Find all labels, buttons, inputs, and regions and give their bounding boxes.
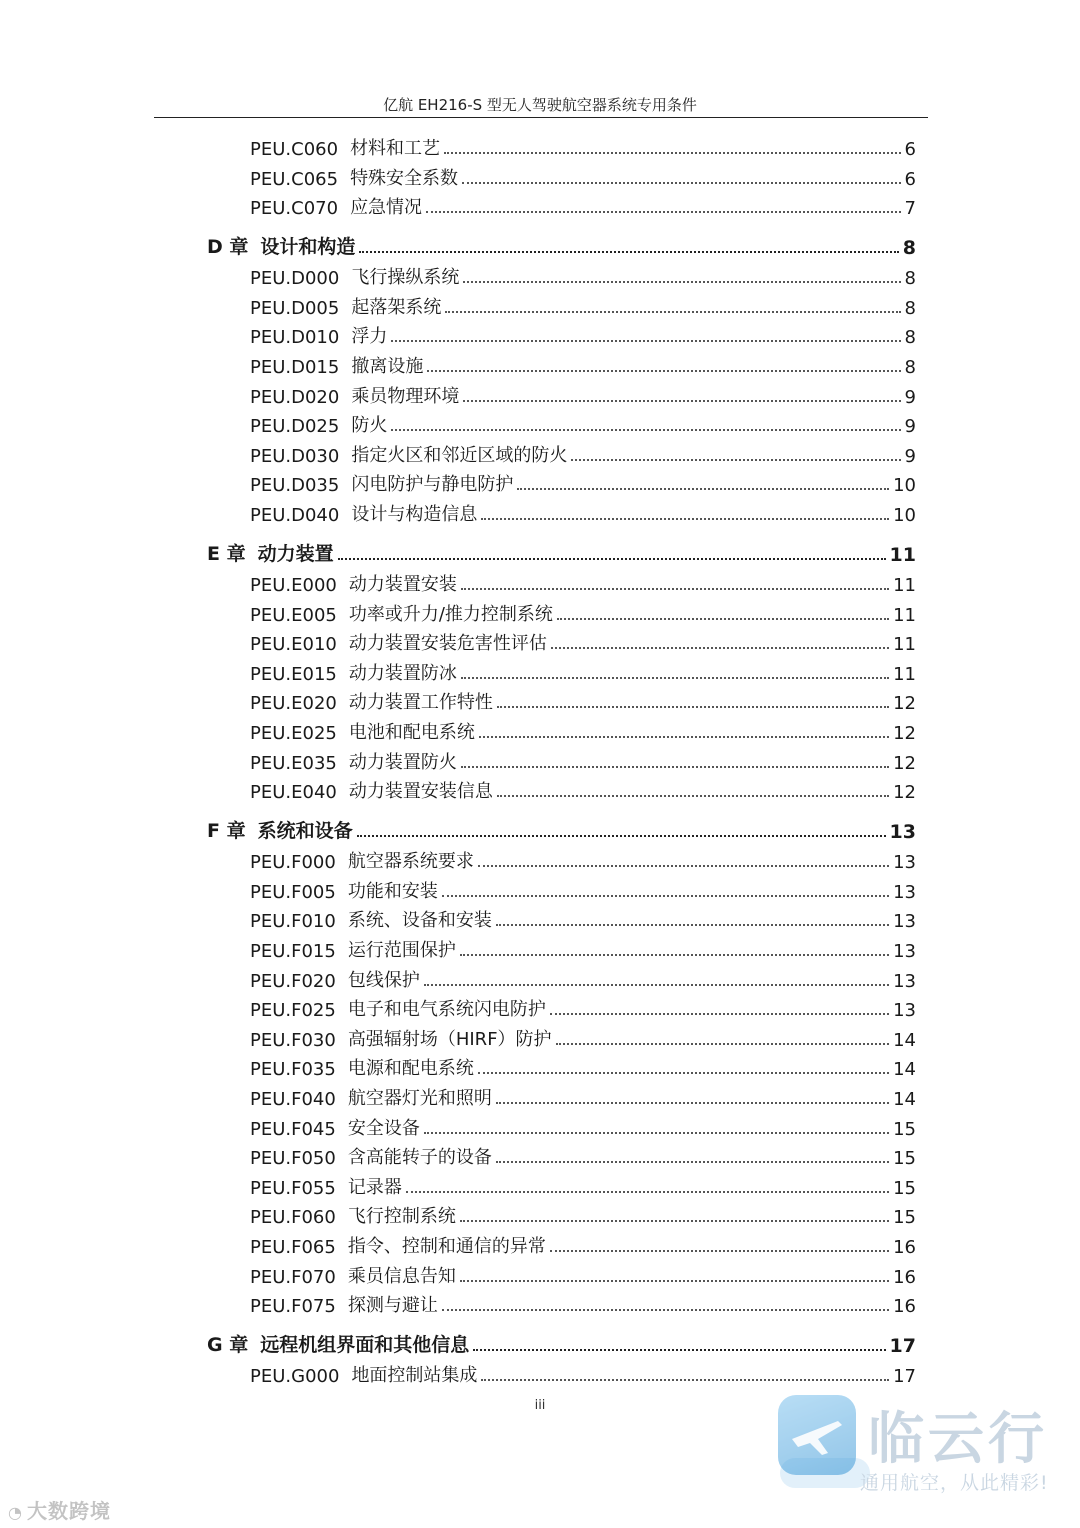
toc-entry-title: 含高能转子的设备	[347, 1147, 492, 1169]
toc-entry-page: 11	[889, 544, 916, 566]
toc-section-row[interactable]	[250, 1228, 916, 1258]
toc-entry-page: 11	[893, 604, 916, 626]
toc-dot-leader	[496, 1161, 889, 1163]
toc-entry-title: 动力装置	[257, 543, 334, 565]
toc-entry-code: PEU.C060	[250, 139, 339, 160]
toc-dot-leader	[357, 835, 886, 837]
toc-section-row[interactable]	[250, 1169, 916, 1199]
toc-entry-page: 9	[904, 386, 916, 408]
toc-entry-page: 8	[904, 327, 916, 349]
toc-entry-title: 动力装置防冰	[348, 662, 457, 684]
toc-dot-leader	[478, 865, 889, 867]
toc-section-row[interactable]	[250, 437, 916, 467]
toc-entry-code: PEU.D005	[250, 297, 340, 319]
toc-entry-page: 16	[893, 1237, 916, 1258]
toc-section-row[interactable]	[250, 378, 916, 408]
toc-section-row[interactable]	[250, 843, 916, 873]
toc-section-row[interactable]	[250, 773, 916, 803]
toc-section-row[interactable]	[250, 714, 916, 744]
toc-entry-title: 浮力	[351, 326, 388, 348]
toc-entry-code: D 章	[207, 236, 249, 259]
toc-chapter-row[interactable]	[207, 1327, 916, 1357]
toc-entry-code: PEU.E015	[250, 663, 337, 685]
toc-entry-code: PEU.F070	[250, 1266, 336, 1288]
toc-dot-leader	[427, 370, 900, 372]
toc-entry-title: 起落架系统	[351, 296, 442, 318]
toc-section-row[interactable]	[250, 902, 916, 932]
toc-dot-leader	[460, 1220, 889, 1222]
toc-dot-leader	[479, 736, 889, 738]
toc-entry-page: 6	[904, 168, 916, 190]
toc-entry-code: PEU.E035	[250, 752, 337, 774]
toc-entry-page: 12	[893, 723, 916, 744]
toc-entry-title: 设计和构造	[260, 236, 356, 259]
toc-entry-title: 动力装置安装信息	[348, 781, 493, 803]
toc-entry-page: 11	[893, 663, 916, 685]
toc-entry-title: 动力装置工作特性	[348, 692, 493, 714]
toc-entry-title: 运行范围保护	[347, 940, 456, 961]
toc-entry-code: PEU.G000	[250, 1366, 340, 1388]
toc-dot-leader	[481, 518, 889, 520]
toc-entry-page: 8	[904, 268, 916, 290]
toc-entry-page: 11	[893, 634, 916, 656]
toc-dot-leader	[517, 488, 889, 490]
toc-entry-page: 16	[893, 1266, 916, 1288]
toc-dot-leader	[424, 1132, 889, 1134]
toc-entry-code: PEU.C070	[250, 198, 339, 220]
toc-entry-title: 功率或升力/推力控制系统	[348, 603, 553, 625]
toc-entry-title: 设计与构造信息	[351, 504, 478, 525]
toc-entry-title: 乘员物理环境	[351, 385, 460, 407]
toc-dot-leader	[481, 1379, 889, 1381]
toc-dot-leader	[391, 340, 900, 342]
toc-section-row[interactable]	[250, 1139, 916, 1169]
toc-entry-page: 8	[904, 357, 916, 378]
toc-dot-leader	[338, 558, 886, 560]
watermark-source	[8, 1495, 111, 1524]
toc-dot-leader	[406, 1191, 889, 1193]
toc-entry-title: 功能和安装	[347, 880, 438, 902]
toc-dot-leader	[463, 281, 900, 283]
running-header: 亿航 EH216-S 型无人驾驶航空器系统专用条件	[383, 96, 697, 114]
toc-section-row[interactable]	[250, 625, 916, 655]
toc-section-row[interactable]	[250, 348, 916, 378]
toc-dot-leader	[445, 311, 900, 313]
toc-section-row[interactable]	[250, 1258, 916, 1288]
toc-dot-leader	[391, 429, 900, 431]
toc-section-row[interactable]	[250, 596, 916, 626]
toc-dot-leader	[497, 706, 889, 708]
toc-entry-code: PEU.D010	[250, 327, 340, 349]
toc-entry-page: 17	[893, 1366, 916, 1388]
toc-dot-leader	[571, 459, 900, 461]
toc-dot-leader	[550, 1250, 889, 1252]
toc-entry-title: 记录器	[347, 1176, 402, 1198]
toc-section-row[interactable]	[250, 1287, 916, 1317]
toc-section-row[interactable]	[250, 991, 916, 1021]
toc-section-row[interactable]	[250, 1080, 916, 1110]
toc-entry-title: 指令、控制和通信的异常	[347, 1236, 546, 1257]
toc-entry-page: 11	[893, 575, 916, 596]
toc-section-row[interactable]	[250, 407, 916, 437]
toc-dot-leader	[473, 1349, 885, 1351]
watermark-brand-title: 临云行	[868, 1407, 1048, 1472]
toc-entry-page: 6	[904, 139, 916, 160]
toc-section-row[interactable]	[250, 1198, 916, 1228]
toc-dot-leader	[426, 211, 900, 213]
toc-dot-leader	[460, 1280, 889, 1282]
toc-entry-page: 12	[893, 782, 916, 804]
toc-dot-leader	[478, 1072, 889, 1074]
toc-dot-leader	[556, 1043, 890, 1045]
toc-entry-page: 7	[904, 198, 916, 220]
toc-section-row[interactable]	[250, 684, 916, 714]
toc-entry-code: PEU.F010	[250, 911, 336, 933]
toc-entry-code: PEU.F025	[250, 1000, 336, 1022]
toc-section-row[interactable]	[250, 130, 916, 160]
toc-entry-code: E 章	[207, 543, 246, 565]
toc-entry-page: 12	[893, 752, 916, 774]
toc-section-row[interactable]	[250, 466, 916, 496]
toc-entry-code: PEU.C065	[250, 168, 339, 190]
toc-entry-page: 13	[893, 1000, 916, 1022]
toc-section-row[interactable]	[250, 189, 916, 219]
toc-dot-leader	[497, 795, 889, 797]
toc-entry-code: PEU.F020	[250, 970, 336, 992]
toc-entry-title: 动力装置安装危害性评估	[348, 633, 547, 655]
weibo-icon: ◔	[8, 1503, 23, 1522]
toc-entry-code: G 章	[207, 1334, 249, 1357]
toc-chapter-row[interactable]	[207, 536, 916, 566]
toc-entry-page: 14	[893, 1059, 916, 1081]
toc-entry-code: PEU.E040	[250, 782, 337, 804]
toc-entry-title: 指定火区和邻近区域的防火	[351, 444, 568, 466]
toc-chapter-row[interactable]	[207, 229, 916, 259]
toc-entry-page: 9	[904, 416, 916, 438]
toc-entry-code: PEU.E020	[250, 693, 337, 715]
airplane-logo-icon	[778, 1395, 856, 1475]
toc-dot-leader	[496, 924, 889, 926]
watermark-source-text: 大数跨境	[26, 1499, 111, 1523]
toc-entry-code: PEU.F075	[250, 1296, 336, 1318]
toc-entry-page: 17	[889, 1335, 916, 1358]
toc-entry-title: 特殊安全系数	[350, 167, 459, 189]
toc-section-row[interactable]	[250, 160, 916, 190]
toc-entry-code: PEU.D035	[250, 475, 340, 497]
toc-section-row[interactable]	[250, 1021, 916, 1051]
toc-entry-code: PEU.F060	[250, 1207, 336, 1229]
toc-entry-title: 远程机组界面和其他信息	[260, 1334, 470, 1357]
toc-entry-code: PEU.D030	[250, 445, 340, 467]
toc-entry-title: 乘员信息告知	[347, 1265, 456, 1287]
toc-entry-page: 8	[902, 237, 916, 260]
toc-entry-title: 系统、设备和安装	[347, 910, 492, 932]
toc-section-row[interactable]	[250, 259, 916, 289]
toc-entry-code: PEU.F065	[250, 1237, 336, 1258]
toc-entry-page: 8	[904, 297, 916, 319]
toc-entry-code: PEU.D040	[250, 505, 340, 526]
toc-section-row[interactable]	[250, 289, 916, 319]
toc-entry-page: 13	[893, 881, 916, 903]
toc-dot-leader	[496, 1102, 889, 1104]
toc-entry-code: PEU.D000	[250, 268, 340, 290]
toc-entry-page: 15	[893, 1177, 916, 1199]
toc-entry-page: 13	[893, 941, 916, 962]
toc-entry-code: PEU.D020	[250, 386, 340, 408]
toc-entry-title: 探测与避让	[347, 1295, 438, 1317]
toc-entry-code: PEU.E025	[250, 723, 337, 744]
toc-entry-title: 应急情况	[350, 197, 423, 219]
toc-entry-page: 15	[893, 1207, 916, 1229]
toc-dot-leader	[442, 895, 889, 897]
toc-entry-title: 包线保护	[347, 969, 420, 991]
header-rule	[154, 117, 928, 118]
toc-entry-title: 电池和配电系统	[348, 722, 475, 743]
toc-entry-code: PEU.E010	[250, 634, 337, 656]
toc-entry-title: 飞行控制系统	[347, 1206, 456, 1228]
toc-entry-title: 高强辐射场（HIRF）防护	[347, 1028, 552, 1050]
toc-entry-code: PEU.F000	[250, 852, 336, 874]
toc-entry-code: PEU.F005	[250, 881, 336, 903]
toc-entry-code: PEU.F035	[250, 1059, 336, 1081]
toc-entry-page: 12	[893, 693, 916, 715]
toc-entry-page: 14	[893, 1029, 916, 1051]
toc-dot-leader	[460, 954, 889, 956]
toc-entry-page: 10	[893, 475, 916, 497]
toc-entry-title: 航空器灯光和照明	[347, 1088, 492, 1109]
toc-section-row[interactable]	[250, 1110, 916, 1140]
toc-entry-title: 系统和设备	[257, 820, 353, 843]
toc-entry-title: 飞行操纵系统	[351, 267, 460, 289]
toc-entry-page: 13	[889, 821, 916, 844]
toc-section-row[interactable]	[250, 566, 916, 596]
toc-dot-leader	[557, 618, 889, 620]
toc-dot-leader	[550, 1013, 889, 1015]
toc-dot-leader	[461, 677, 889, 679]
toc-entry-page: 15	[893, 1118, 916, 1140]
toc-entry-title: 材料和工艺	[350, 138, 441, 159]
toc-entry-title: 闪电防护与静电防护	[351, 474, 514, 496]
toc-dot-leader	[359, 251, 898, 253]
toc-section-row[interactable]	[250, 744, 916, 774]
toc-section-row[interactable]	[250, 1357, 916, 1387]
toc-entry-title: 动力装置防火	[348, 751, 457, 773]
toc-dot-leader	[424, 984, 889, 986]
toc-entry-page: 16	[893, 1296, 916, 1318]
toc-entry-page: 14	[893, 1089, 916, 1110]
toc-entry-code: F 章	[207, 820, 246, 843]
toc-entry-page: 13	[893, 970, 916, 992]
toc-section-row[interactable]	[250, 318, 916, 348]
toc-entry-code: PEU.E005	[250, 604, 337, 626]
toc-dot-leader	[462, 182, 900, 184]
toc-entry-title: 动力装置安装	[348, 574, 457, 595]
toc-entry-code: PEU.F015	[250, 941, 336, 962]
toc-section-row[interactable]	[250, 655, 916, 685]
toc-entry-code: PEU.F030	[250, 1029, 336, 1051]
page-number: iii	[534, 1398, 546, 1413]
watermark-brand-slogan: 通用航空，从此精彩!	[860, 1472, 1049, 1494]
toc-entry-code: PEU.F050	[250, 1148, 336, 1170]
toc-entry-code: PEU.F040	[250, 1089, 336, 1110]
toc-dot-leader	[442, 1309, 889, 1311]
toc-section-row[interactable]	[250, 932, 916, 962]
toc-entry-title: 防火	[351, 415, 388, 437]
toc-entry-code: PEU.F055	[250, 1177, 336, 1199]
toc-entry-title: 电源和配电系统	[347, 1058, 474, 1080]
toc-entry-page: 10	[893, 505, 916, 526]
toc-entry-code: PEU.D025	[250, 416, 340, 438]
toc-entry-title: 电子和电气系统闪电防护	[347, 999, 546, 1021]
toc-dot-leader	[461, 766, 889, 768]
toc-entry-title: 地面控制站集成	[351, 1365, 478, 1387]
toc-entry-title: 撤离设施	[351, 356, 424, 377]
toc-section-row[interactable]	[250, 1050, 916, 1080]
toc-section-row[interactable]	[250, 873, 916, 903]
toc-entry-code: PEU.E000	[250, 575, 337, 596]
toc-entry-title: 航空器系统要求	[347, 851, 474, 873]
toc-dot-leader	[551, 647, 889, 649]
toc-entry-page: 13	[893, 852, 916, 874]
toc-section-row[interactable]	[250, 962, 916, 992]
toc-entry-code: PEU.F045	[250, 1118, 336, 1140]
toc-chapter-row[interactable]	[207, 813, 916, 843]
toc-section-row[interactable]	[250, 496, 916, 526]
toc-dot-leader	[461, 588, 889, 590]
toc-dot-leader	[463, 400, 900, 402]
toc-dot-leader	[444, 152, 900, 154]
toc-entry-title: 安全设备	[347, 1117, 420, 1139]
toc-entry-page: 15	[893, 1148, 916, 1170]
toc-entry-code: PEU.D015	[250, 357, 340, 378]
toc-entry-page: 9	[904, 445, 916, 467]
toc-entry-page: 13	[893, 911, 916, 933]
